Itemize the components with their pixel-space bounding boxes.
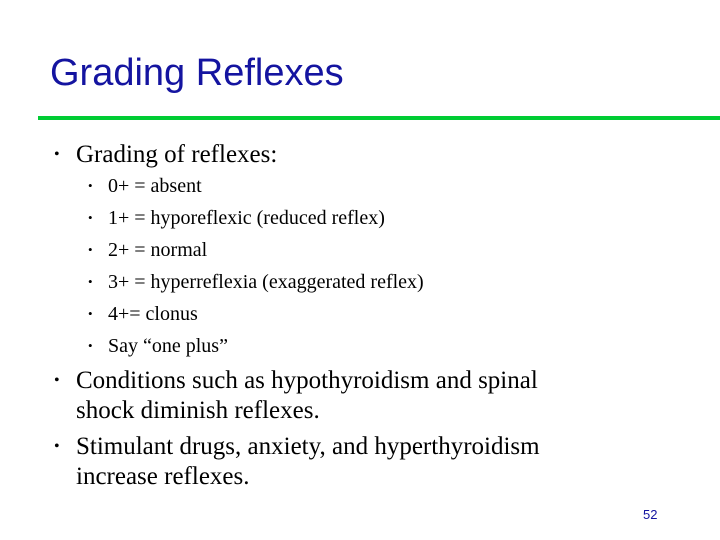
list-item (54, 140, 278, 170)
list-item (54, 432, 540, 462)
list-item-text: 3+ = hyperreflexia (exaggerated reflex) (108, 271, 424, 293)
list-item-text: 1+ = hyporeflexic (reduced reflex) (108, 207, 385, 229)
sub-list-item (88, 330, 228, 362)
sub-list-item (88, 170, 202, 202)
sub-list-item (88, 202, 385, 234)
list-item-text: Grading of reflexes: (76, 141, 278, 168)
bullet-icon: • (88, 306, 93, 321)
page-number: 52 (643, 507, 658, 522)
sub-list-item (88, 234, 208, 266)
list-item-text: 4+= clonus (108, 303, 198, 325)
list-item (54, 366, 538, 396)
bullet-icon: • (54, 372, 60, 389)
bullet-icon: • (54, 438, 60, 455)
bullet-icon: • (88, 242, 93, 257)
list-item-text-line-1: Conditions such as hypothyroidism and spinal (76, 367, 538, 394)
list-item-text: Say “one plus” (108, 335, 228, 357)
bullet-icon: • (88, 338, 93, 353)
list-item-continuation (76, 396, 320, 426)
list-item-text-line-2: shock diminish reflexes. (76, 397, 320, 424)
bullet-icon: • (88, 274, 93, 289)
list-item-text: 0+ = absent (108, 175, 202, 197)
bullet-icon: • (88, 178, 93, 193)
sub-list-item (88, 298, 198, 330)
sub-list-item (88, 266, 424, 298)
list-item-text: 2+ = normal (108, 239, 208, 261)
list-item-text-line-2: increase reflexes. (76, 463, 250, 490)
bullet-icon: • (54, 146, 60, 163)
list-item-text-line-1: Stimulant drugs, anxiety, and hyperthyroidism (76, 433, 540, 460)
bullet-icon: • (88, 210, 93, 225)
slide-title: Grading Reflexes (50, 52, 344, 94)
list-item-continuation (76, 462, 250, 492)
